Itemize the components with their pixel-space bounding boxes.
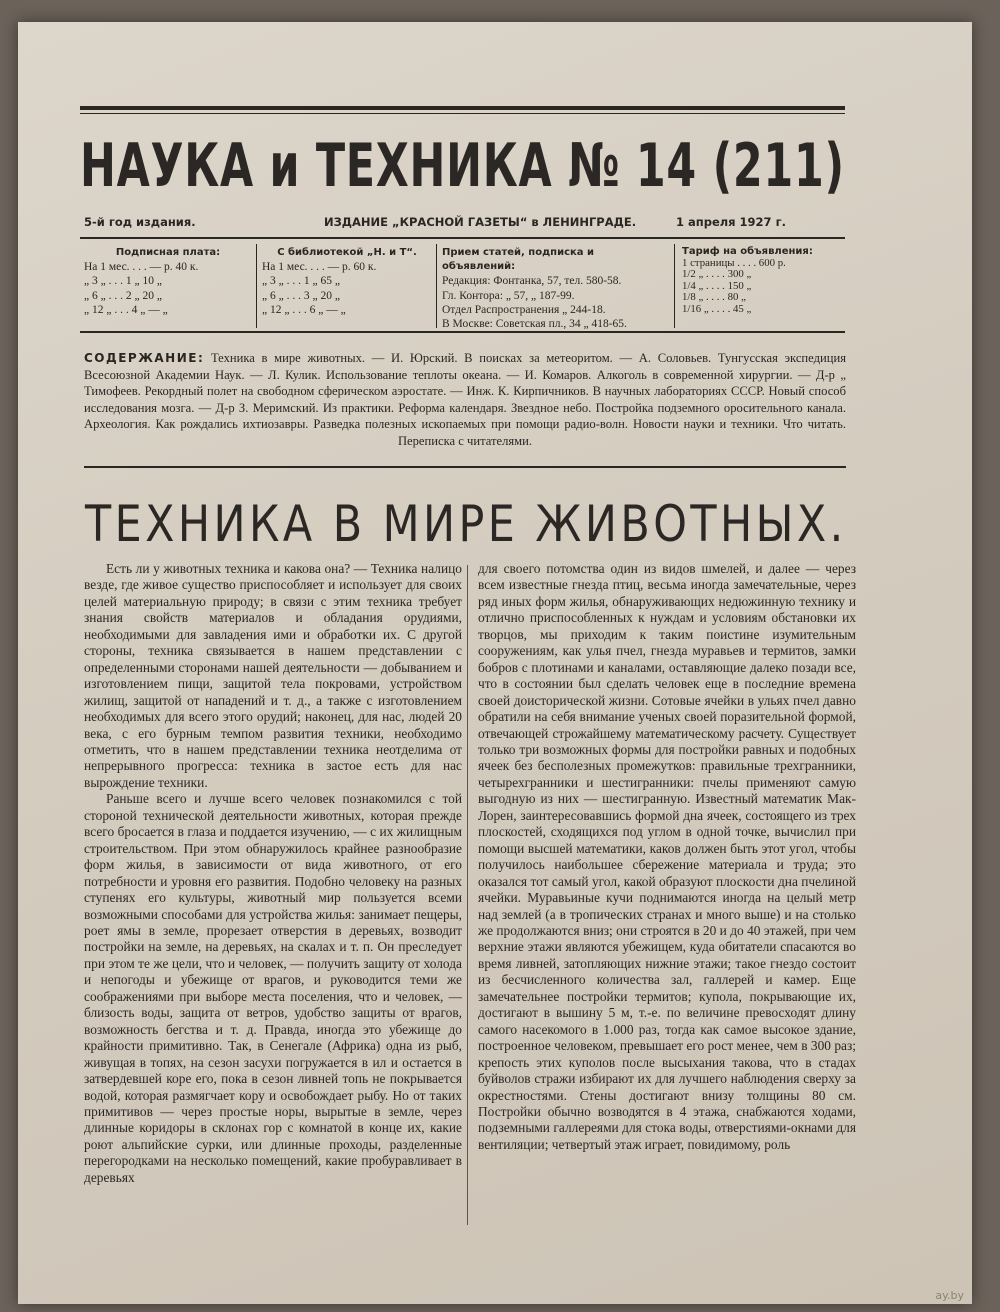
article-paragraph: для своего потомства один из видов шмелей, и далее — через всем известные гнезда птиц, весьма иногда замечательные, через ряд иных форм жилья, обнаруживающих недюжинную технику и отлично приспособленных к нуждам и условиям обстановки их творцов, мы приходим к таким поистине изумительным сооружениям, как улья пчел, гнезда муравьев и термитов, замки бобров с плотинами и каналами, оставляющие далеко позади все, что в состоянии был сделать человек еще в последние времена своей доисторической жизни. Сотовые ячейки в ульях пчел давно обратили на себя внимание ученых своей поразительной формой, отвечающей строжайшему математическому расчету. Существует только три возможных формы для постройки равных и подобных ячеек без бесполезных промежутков: правильные трехгранники, четырехгранники и шестигранники: пчелы применяют самую выгодную из них — шестигранную. Известный математик Мак-Лорен, заинтересовавшись формой дна ячеек, состоящего из трех плоскостей, сходящихся под углом в одной точке, вычислил при помощи высшей математики, каков должен быть этот угол, чтобы получилось наибольшее сбережение материала и труда; это оказался тот самый угол, какой образуют плоскости дна пчелиной ячейки. Муравьиные кучи поднимаются иногда на целый метр над землей (а в тропических странах и много выше) и на столько же продолжаются вниз; они строятся в 20 и до 40 этажей, при чем верхние этажи являются убежищем, куда обитатели спасаются во время ливней, затопляющих нижние этажи; такое гнездо состоит из бесчисленного количества зал, галлерей и камер. Еще замечательнее постройки термитов; купола, покрывающие их, достигают в вышину 5 м, т.-е. по величине превосходят длину самого насекомого в 1.000 раз, тогда как самое высокое здание, построенное человеком, превышает его рост менее, чем в 300 раз; крепость этих куполов после высыхания такова, что в стадах буйволов стражи избирают их для лучшего наблюдения сверху за окрестностями. Стены достигают внизу толщины 80 см. Постройки обычно возводятся в 4 этажа, снабжаются ходами, подземными галлереями для стока воды, отверстиями-окнами для вентиляции; четвертый этаж играет, повидимому, роль	[478, 561, 856, 1152]
article-left-column	[84, 561, 462, 1230]
top-thick-rule	[80, 106, 845, 110]
library-heading: С библиотекой „Н. и Т“.	[277, 247, 417, 258]
info-top-rule	[80, 237, 845, 239]
masthead-title: НАУКА и ТЕХНИКА № 14 (211)	[80, 131, 845, 201]
ads-line: 1 страницы . . . . 600 р.	[682, 256, 786, 269]
info-divider	[436, 244, 437, 328]
library-line: „ 12 „ . . . 6 „ — „	[262, 303, 346, 316]
issue-date: 1 апреля 1927 г.	[676, 215, 786, 229]
offices-line: Редакция: Фонтанка, 57, тел. 580-58.	[442, 275, 622, 288]
info-divider	[674, 244, 675, 328]
offices-line: Отдел Распространения „ 244-18.	[442, 303, 606, 316]
subscription-line: На 1 мес. . . . — р. 40 к.	[84, 261, 199, 274]
table-of-contents	[84, 350, 846, 450]
article-paragraph: Есть ли у животных техника и какова она? — Техника налицо везде, где живое существо приспособляет и использует для своих целей материальную природу; в связи с этим техника требует знания свойств материалов и обладания орудиями, необходимыми для завладения ими и обработки их. С другой стороны, техника связывается в нашем представлении с определенными сторонами нашей деятельности — добыванием и изготовлением пищи, защитой тела покровами, устройством жилищ, защитой от нападений и т. д., а также с изготовлением необходимых для всего этого орудий; наконец, для нас, людей 20 века, с его бурным темпом развития техники, необходимо отметить, что в нашем представлении техника неотделима от непрерывного прогресса: техника в застое есть для нас вырождение техники.	[84, 561, 462, 790]
ads-line: 1/16 „ . . . . 45 „	[682, 302, 752, 315]
library-line: На 1 мес. . . . — р. 60 к.	[262, 261, 377, 274]
article-right-column	[478, 561, 856, 1230]
year-of-publication: 5-й год издания.	[84, 215, 196, 229]
subscription-line: „ 6 „ . . . 2 „ 20 „	[84, 289, 162, 302]
info-divider	[256, 244, 257, 328]
library-line: „ 3 „ . . . 1 „ 65 „	[262, 275, 340, 288]
contents-label: СОДЕРЖАНИЕ:	[84, 351, 205, 365]
offices-line: В Москве: Советская пл., 34 „ 418-65.	[442, 318, 627, 331]
offices-heading: Прием статей, подписка и объявлений:	[442, 247, 595, 273]
subscription-line: „ 12 „ . . . 4 „ — „	[84, 303, 168, 316]
offices-box	[442, 246, 670, 330]
contents-bottom-rule	[84, 466, 846, 468]
ads-line: 1/2 „ . . . . 300 „	[682, 268, 752, 281]
subscription-box	[84, 246, 252, 330]
ads-line: 1/4 „ . . . . 150 „	[682, 279, 752, 292]
article-headline: ТЕХНИКА В МИРЕ ЖИВОТНЫХ.	[85, 495, 847, 553]
column-divider	[467, 565, 468, 1225]
offices-line: Гл. Контора: „ 57, „ 187-99.	[442, 289, 575, 302]
ads-box	[682, 246, 844, 330]
ads-heading: Тариф на объявления:	[682, 246, 813, 257]
library-line: „ 6 „ . . . 3 „ 20 „	[262, 289, 340, 302]
watermark: ay.by	[935, 1289, 964, 1302]
article-paragraph: Раньше всего и лучше всего человек познакомился с той стороной технической деятельности животных, которая прежде всего бросается в глаза и поддается изучению, — с их жилищным строительством. При этом обнаружилось крайнее разнообразие форм жилья, в зависимости от вида животного, от его потребности и уровня его развития. Подобно человеку на разных ступенях его культуры, животный мир пользуется всеми возможными способами для устройства жилья: занимает пещеры, роет ямы в земле, прорезает отверстия в деревьях, возводит постройки на земле, на деревьях, на скалах и т. п. Он преследует при этом те же цели, что и человек, — получить защиту от холода и непогоды и убежище от врагов, и руководится теми же соображениями при выборе места поселения, что и человек, — близость воды, защита от ветров, удобство защиты от врагов, возможность бегства и т. д. Правда, иногда это убежище до крайности примитивно. Так, в Сенегале (Африка) одна из рыб, живущая в топях, на сезон засухи погружается в ил и остается в затвердевшей коре его, пока в сезон ливней топь не покрывается водой, которая размягчает кору и освобождает рыбу. Но от таких примитивов — через простые норы, вырытые в земле, через длинные коридоры в склонах гор с комнатой в конце их, какие роют альпийские сурки, или длинные проходы, разделенные перегородками на несколько помещений, какие пробуравливает в деревьях	[84, 791, 462, 1185]
subscription-line: „ 3 „ . . . 1 „ 10 „	[84, 275, 162, 288]
library-box	[262, 246, 432, 330]
ads-line: 1/8 „ . . . . 80 „	[682, 291, 746, 304]
top-thin-rule	[80, 113, 845, 114]
subscription-heading: Подписная плата:	[115, 247, 221, 258]
publisher-line: ИЗДАНИЕ „КРАСНОЙ ГАЗЕТЫ“ в ЛЕНИНГРАДЕ.	[324, 215, 637, 229]
info-bottom-rule	[80, 331, 845, 333]
contents-text: Техника в мире животных. — И. Юрский. В поисках за метеоритом. — А. Соловьев. Тунгусская экспедиция Всесоюзной Академии Наук. — Л. Кулик. Использование теплоты океана. — И. Комаров. Алкоголь в современной хирургии. — Д-р „ Тимофеев. Рекордный полет на свободном сферическом аэростате. — Инж. К. Кирпичников. В научных лабораториях СССР. Новый способ исследования мозга. — Д-р З. Меримский. Из практики. Реформа календаря. Звездное небо. Постройка подземного оросительного канала. Археология. Как рождались ихтиозавры. Разведка полезных ископаемых при помощи радио-волн. Новости науки и техники. Что читать. Переписка с читателями.	[84, 351, 846, 448]
